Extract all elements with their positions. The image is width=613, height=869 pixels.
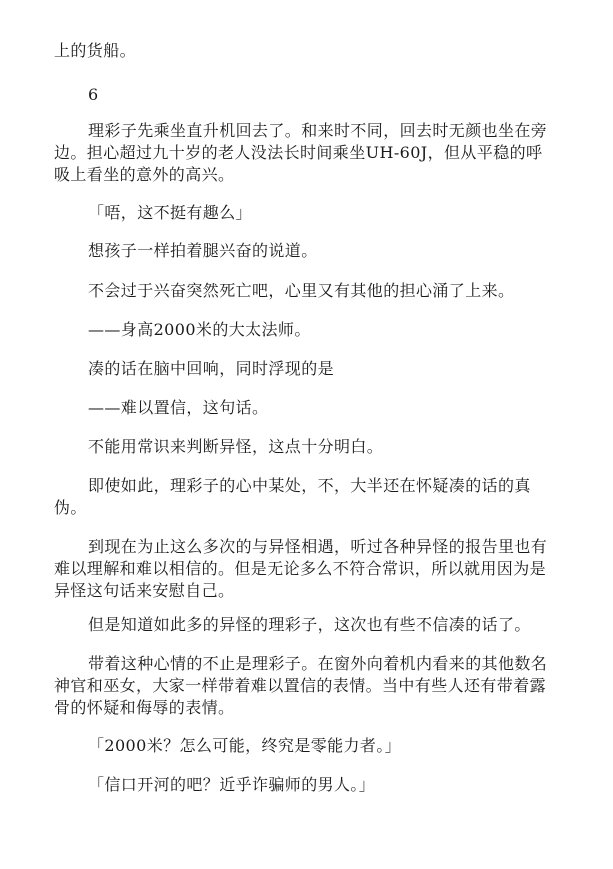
paragraph: 带着这种心情的不止是理彩子。在窗外向着机内看来的其他数名神官和巫女，大家一样带着难以置信的表情。当中有些人还有带着露骨的怀疑和侮辱的表情。: [54, 654, 548, 717]
paragraph: 到现在为止这么多次的与异怪相遇，听过各种异怪的报告里也有难以理解和难以相信的。但是无论多么不符合常识，所以就用因为是异怪这句话来安慰自己。: [54, 537, 548, 600]
paragraph: 凑的话在脑中回响，同时浮现的是: [88, 359, 335, 378]
paragraph: 想孩子一样拍着腿兴奋的说道。: [88, 241, 318, 260]
paragraph: ——身高2000米的大太法师。: [88, 320, 311, 339]
paragraph: 即使如此，理彩子的心中某处，不，大半还在怀疑凑的话的真伪。: [54, 476, 531, 517]
dialogue-line: 「2000米？怎么可能，终究是零能力者。」: [88, 736, 402, 755]
paragraph: 不会过于兴奋突然死亡吧，心里又有其他的担心涌了上来。: [88, 281, 515, 300]
paragraph: ——难以置信，这句话。: [88, 398, 269, 417]
dialogue-line: 「信口开河的吧？近乎诈骗师的男人。」: [88, 775, 376, 794]
paragraph: 但是知道如此多的异怪的理彩子，这次也有些不信凑的话了。: [88, 615, 531, 634]
paragraph-continuation: 上的货船。: [54, 41, 137, 60]
paragraph: 理彩子先乘坐直升机回去了。和来时不同，回去时无颜也坐在旁边。担心超过九十岁的老人没法长时间乘坐UH-60J，但从平稳的呼吸上看坐的意外的高兴。: [54, 121, 548, 184]
section-number: 6: [88, 85, 99, 104]
paragraph: 不能用常识来判断异怪，这点十分明白。: [88, 437, 384, 456]
dialogue-line: 「唔，这不挺有趣么」: [88, 203, 253, 222]
